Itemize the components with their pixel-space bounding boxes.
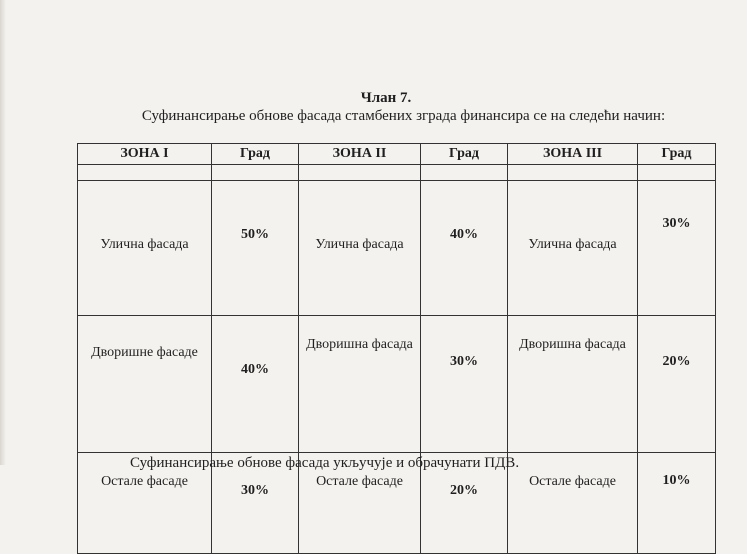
facade-type-cell: Остале фасаде [299,453,421,554]
city-share-cell: 50% [212,181,299,316]
facade-type-cell: Дворишна фасада [299,316,421,453]
city-share-cell: 40% [421,181,508,316]
header-zone-3: ЗОНА III [508,144,638,165]
city-share-cell: 20% [421,453,508,554]
header-city-3: Град [638,144,716,165]
city-share-cell: 10% [638,453,716,554]
city-share-cell: 30% [638,181,716,316]
city-share-cell: 30% [212,453,299,554]
header-city-2: Град [421,144,508,165]
city-share-cell: 30% [421,316,508,453]
facade-type-cell: Улична фасада [508,181,638,316]
footer-note: Суфинансирање обнове фасада укључује и обрачунати ПДВ. [130,455,520,471]
facade-type-cell: Дворишна фасада [508,316,638,453]
table-header-row [78,144,716,165]
header-zone-2: ЗОНА II [299,144,421,165]
facade-type-cell: Остале фасаде [78,453,212,554]
page-edge-shadow [0,0,6,465]
city-share-cell: 20% [638,316,716,453]
facade-type-cell: Дворишне фасаде [78,316,212,453]
facade-type-cell: Улична фасада [299,181,421,316]
financing-table [77,143,716,554]
table-row [78,316,716,453]
city-share-cell: 40% [212,316,299,453]
table-spacer-row [78,165,716,181]
header-zone-1: ЗОНА I [78,144,212,165]
facade-type-cell: Остале фасаде [508,453,638,554]
table-row [78,181,716,316]
article-heading: Члан 7. [360,90,412,106]
header-city-1: Град [212,144,299,165]
facade-type-cell: Улична фасада [78,181,212,316]
article-intro: Суфинансирање обнове фасада стамбених зграда финансира се на следећи начин: [141,108,666,124]
